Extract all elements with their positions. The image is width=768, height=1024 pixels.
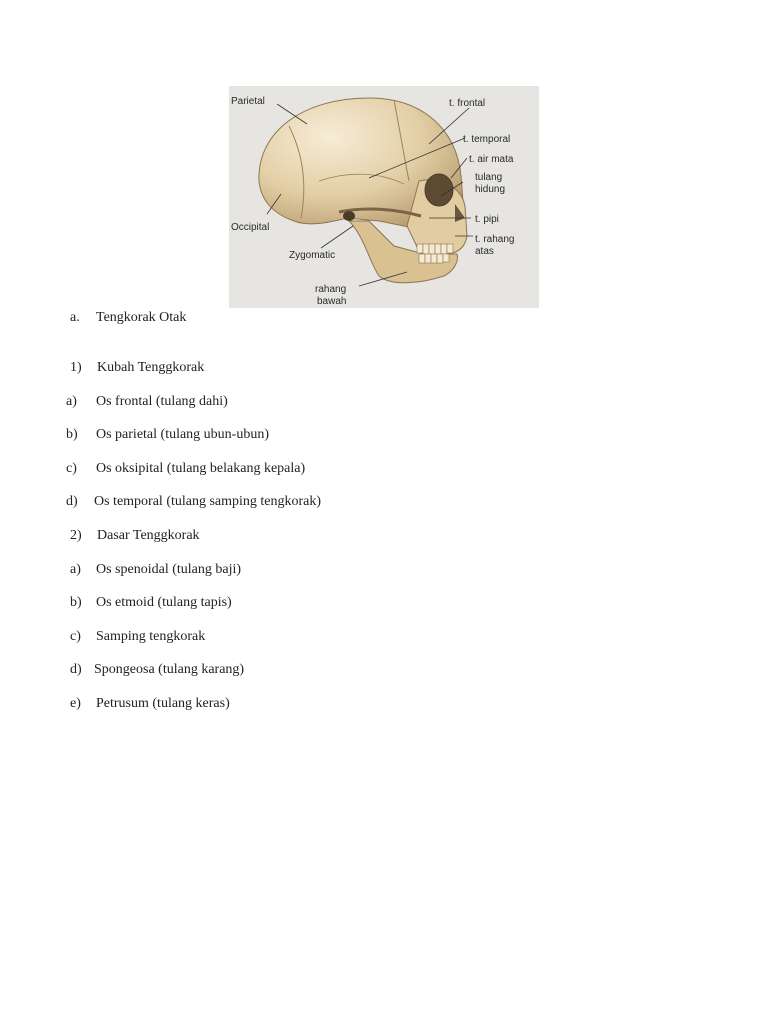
- label-tulang: tulang: [475, 172, 503, 183]
- label-zygomatic: Zygomatic: [289, 250, 336, 261]
- outline-text: Os etmoid (tulang tapis): [96, 595, 232, 610]
- outline-text: Dasar Tenggkorak: [97, 528, 200, 543]
- outline-text: Spongeosa (tulang karang): [94, 662, 245, 677]
- label-occipital: Occipital: [231, 222, 270, 233]
- outline-text: Petrusum (tulang keras): [96, 696, 230, 711]
- outline-marker: c): [70, 629, 81, 644]
- label-air-mata: t. air mata: [469, 154, 514, 165]
- outline-text: Os spenoidal (tulang baji): [96, 562, 242, 577]
- outline-marker: d): [66, 494, 78, 509]
- skull-illustration: [229, 86, 539, 308]
- label-pipi: t. pipi: [475, 214, 499, 225]
- outline-marker: e): [70, 696, 81, 711]
- outline-text: Os parietal (tulang ubun-ubun): [96, 427, 270, 442]
- outline-marker: b): [66, 427, 78, 442]
- outline-text: Os frontal (tulang dahi): [96, 394, 228, 409]
- outline-text: Kubah Tenggkorak: [97, 360, 205, 375]
- skull-figure: [229, 86, 539, 308]
- outline-marker: a): [70, 562, 81, 577]
- label-rahang: t. rahang: [475, 234, 515, 245]
- label-bawah: bawah: [317, 296, 347, 307]
- outline-marker: d): [70, 662, 82, 677]
- outline-text: Os oksipital (tulang belakang kepala): [96, 461, 306, 476]
- outline-text: Tengkorak Otak: [96, 310, 187, 325]
- outline-text: Os temporal (tulang samping tengkorak): [94, 494, 322, 509]
- label-rahang-bawah: rahang: [315, 284, 347, 295]
- outline-marker: 2): [70, 528, 82, 543]
- outline-marker: a.: [70, 310, 80, 325]
- outline-marker: 1): [70, 360, 82, 375]
- outline-marker: c): [66, 461, 77, 476]
- label-hidung: hidung: [475, 184, 506, 195]
- label-atas: atas: [475, 246, 494, 257]
- outline-marker: a): [66, 394, 77, 409]
- label-frontal: t. frontal: [449, 98, 486, 109]
- label-parietal: Parietal: [231, 96, 265, 107]
- outline-text: Samping tengkorak: [96, 629, 206, 644]
- outline-marker: b): [70, 595, 82, 610]
- label-temporal: t. temporal: [463, 134, 511, 145]
